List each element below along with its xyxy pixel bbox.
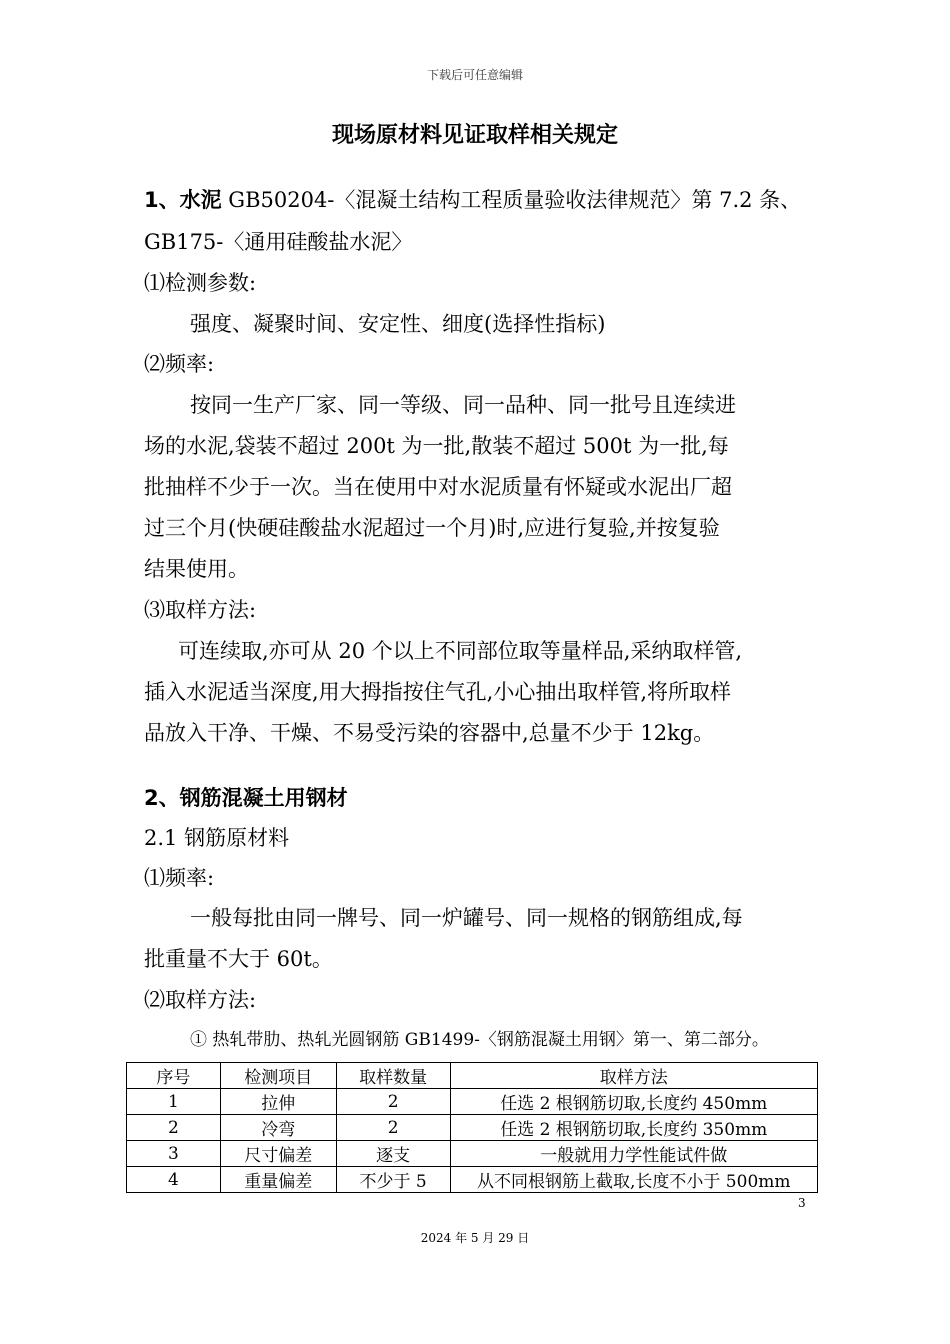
page-title: 现场原材料见证取样相关规定 bbox=[331, 123, 618, 148]
table-cell: 冷弯 bbox=[220, 1115, 336, 1141]
s1-sampling-line: 品放入干净、干燥、不易受污染的容器中,总量不少于 12kg。 bbox=[144, 721, 715, 745]
s2-frequency-label: ⑴频率: bbox=[144, 866, 215, 890]
s2-frequency-line: 一般每批由同一牌号、同一炉罐号、同一规格的钢筋组成,每 bbox=[190, 906, 743, 930]
table-cell: 4 bbox=[127, 1167, 221, 1193]
s1-frequency-label: ⑵频率: bbox=[144, 352, 215, 376]
table-cell: 任选 2 根钢筋切取,长度约 450mm bbox=[450, 1089, 817, 1115]
s2-frequency-line: 批重量不大于 60t。 bbox=[144, 947, 333, 971]
table-cell: 从不同根钢筋上截取,长度不小于 500mm bbox=[450, 1167, 817, 1193]
section-2-sub-heading: 2.1 钢筋原材料 bbox=[144, 826, 290, 850]
s2-sampling-label: ⑵取样方法: bbox=[144, 988, 257, 1012]
s1-frequency-line: 按同一生产厂家、同一等级、同一品种、同一批号且连续进 bbox=[190, 393, 736, 417]
s1-sampling-line: 可连续取,亦可从 20 个以上不同部位取等量样品,采纳取样管, bbox=[178, 639, 743, 663]
section-1-ref-1: GB50204-〈混凝土结构工程质量验收法律规范〉第 7.2 条、 bbox=[221, 188, 802, 212]
section-1-heading-line bbox=[144, 184, 801, 214]
sampling-table bbox=[126, 1062, 818, 1193]
s2-steel-note: ① 热轧带肋、热轧光圆钢筋 GB1499-〈钢筋混凝土用钢〉第一、第二部分。 bbox=[190, 1030, 769, 1050]
table-cell: 不少于 5 bbox=[336, 1167, 450, 1193]
section-1-heading: 1、水泥 bbox=[144, 188, 222, 212]
s1-params-label: ⑴检测参数: bbox=[144, 271, 257, 295]
table-row bbox=[127, 1115, 818, 1141]
table-cell: 2 bbox=[336, 1115, 450, 1141]
s1-frequency-line: 结果使用。 bbox=[144, 557, 249, 581]
s1-sampling-line: 插入水泥适当深度,用大拇指按住气孔,小心抽出取样管,将所取样 bbox=[144, 680, 732, 704]
table-header-cell: 取样数量 bbox=[336, 1063, 450, 1089]
table-header-cell: 检测项目 bbox=[220, 1063, 336, 1089]
table-cell: 逐支 bbox=[336, 1141, 450, 1167]
section-1-ref-2: GB175-〈通用硅酸盐水泥〉 bbox=[144, 230, 413, 254]
section-2-heading: 2、钢筋混凝土用钢材 bbox=[144, 786, 348, 810]
s1-frequency-line: 场的水泥,袋装不超过 200t 为一批,散装不超过 500t 为一批,每 bbox=[144, 434, 729, 458]
table-cell: 2 bbox=[336, 1089, 450, 1115]
s1-params-text: 强度、凝聚时间、安定性、细度(选择性指标) bbox=[190, 312, 606, 336]
footer-date: 2024 年 5 月 29 日 bbox=[420, 1231, 530, 1245]
table-cell: 1 bbox=[127, 1089, 221, 1115]
s1-frequency-line: 过三个月(快硬硅酸盐水泥超过一个月)时,应进行复验,并按复验 bbox=[144, 516, 720, 540]
table-header-cell: 序号 bbox=[127, 1063, 221, 1089]
table-cell: 任选 2 根钢筋切取,长度约 350mm bbox=[450, 1115, 817, 1141]
table-row bbox=[127, 1089, 818, 1115]
table-header-row bbox=[127, 1063, 818, 1089]
table-cell: 一般就用力学性能试件做 bbox=[450, 1141, 817, 1167]
header-note: 下载后可任意编辑 bbox=[426, 68, 523, 82]
s1-sampling-label: ⑶取样方法: bbox=[144, 598, 257, 622]
page-number: 3 bbox=[798, 1196, 806, 1210]
table-header-cell: 取样方法 bbox=[450, 1063, 817, 1089]
table-cell: 3 bbox=[127, 1141, 221, 1167]
table-cell: 尺寸偏差 bbox=[220, 1141, 336, 1167]
table-cell: 重量偏差 bbox=[220, 1167, 336, 1193]
table-cell: 拉伸 bbox=[220, 1089, 336, 1115]
table-row bbox=[127, 1141, 818, 1167]
table-cell: 2 bbox=[127, 1115, 221, 1141]
s1-frequency-line: 批抽样不少于一次。当在使用中对水泥质量有怀疑或水泥出厂超 bbox=[144, 475, 732, 499]
table-row bbox=[127, 1167, 818, 1193]
